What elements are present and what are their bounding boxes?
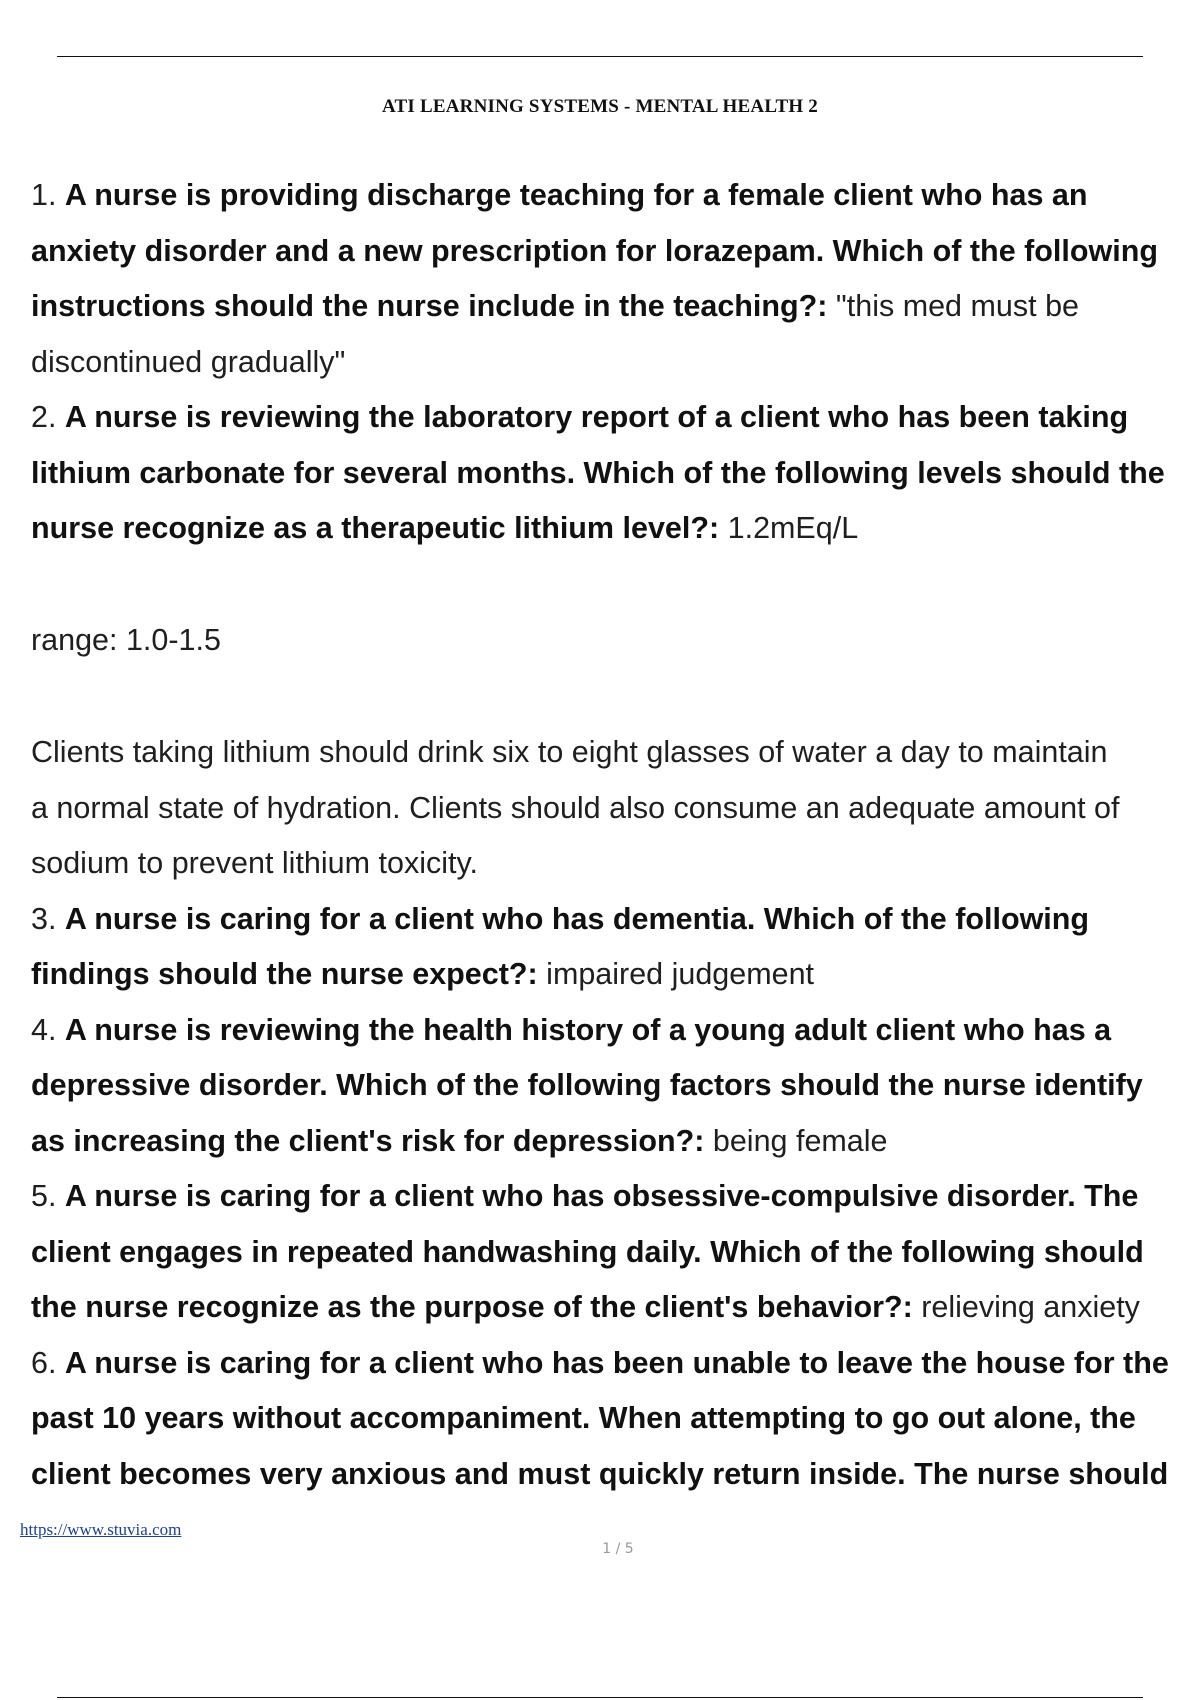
question-number: 2. (31, 400, 57, 434)
answer-text: 1.2mEq/L (719, 511, 859, 545)
blank-line (31, 669, 1200, 726)
answer-text: Clients taking lithium should drink six to eight glasses of water a day to maintain (31, 735, 1108, 769)
text-line (31, 1225, 1200, 1281)
text-line (31, 501, 1200, 557)
question-text: past 10 years without accompaniment. When attempting to go out alone, the (31, 1401, 1136, 1435)
question-text: client engages in repeated handwashing daily. Which of the following should (31, 1234, 1144, 1269)
text-line (31, 168, 1200, 224)
answer-text: range: 1.0-1.5 (31, 623, 221, 657)
answer-text: being female (704, 1123, 888, 1158)
question-number: 3. (31, 901, 57, 936)
question-text: A nurse is reviewing the laboratory report of a client who has been taking (64, 400, 1129, 434)
text-line (31, 1447, 1200, 1503)
text-line (31, 781, 1200, 837)
page-number: 1 / 5 (602, 1541, 634, 1557)
text-line (31, 446, 1200, 502)
question-number: 1. (31, 178, 57, 212)
question-text: findings should the nurse expect?: (31, 957, 538, 991)
text-line (31, 390, 1200, 446)
question-text: depressive disorder. Which of the following factors should the nurse identify (31, 1068, 1143, 1102)
question-text: A nurse is reviewing the health history of a young adult client who has a (64, 1012, 1112, 1047)
question-text: nurse recognize as a therapeutic lithium level?: (31, 511, 720, 545)
text-line (31, 1280, 1200, 1336)
text-line (31, 613, 1200, 669)
document-body (31, 168, 1200, 1502)
text-line (31, 1003, 1200, 1059)
question-number: 4. (31, 1012, 57, 1047)
text-line (31, 279, 1200, 335)
text-line (31, 892, 1200, 948)
text-line (31, 1058, 1200, 1114)
answer-text: impaired judgement (537, 957, 815, 991)
answer-text: a normal state of hydration. Clients should also consume an adequate amount of (31, 790, 1120, 825)
text-line (31, 836, 1200, 892)
text-line (31, 1391, 1200, 1447)
question-text: lithium carbonate for several months. Which of the following levels should the (31, 455, 1165, 490)
question-text: anxiety disorder and a new prescription for lorazepam. Which of the following (31, 233, 1158, 268)
text-line (31, 947, 1200, 1003)
answer-text: sodium to prevent lithium toxicity. (31, 846, 478, 880)
bottom-rule (57, 1697, 1143, 1698)
text-line (31, 1336, 1200, 1392)
answer-text: relieving anxiety (912, 1290, 1140, 1324)
question-text: A nurse is caring for a client who has obsessive-compulsive disorder. The (64, 1179, 1139, 1213)
blank-line (31, 557, 1200, 614)
text-line (31, 1114, 1200, 1170)
question-text: the nurse recognize as the purpose of the client's behavior?: (31, 1290, 913, 1324)
text-line (31, 1169, 1200, 1225)
question-text: A nurse is caring for a client who has been unable to leave the house for the (64, 1345, 1169, 1380)
question-text: A nurse is caring for a client who has dementia. Which of the following (64, 901, 1090, 936)
top-rule (57, 56, 1143, 57)
question-text: as increasing the client's risk for depression?: (31, 1123, 705, 1158)
text-line (31, 335, 1200, 391)
text-line (31, 725, 1200, 781)
question-text: A nurse is providing discharge teaching for a female client who has an (64, 178, 1088, 212)
question-text: client becomes very anxious and must quickly return inside. The nurse should (31, 1456, 1169, 1491)
document-title: ATI LEARNING SYSTEMS - MENTAL HEALTH 2 (382, 96, 818, 117)
question-text: instructions should the nurse include in the teaching?: (31, 289, 828, 323)
text-line (31, 224, 1200, 280)
answer-text: "this med must be (827, 289, 1079, 323)
footer-link[interactable]: https://www.stuvia.com (20, 1520, 182, 1539)
question-number: 5. (31, 1179, 57, 1213)
question-number: 6. (31, 1345, 57, 1380)
answer-text: discontinued gradually" (31, 344, 346, 379)
